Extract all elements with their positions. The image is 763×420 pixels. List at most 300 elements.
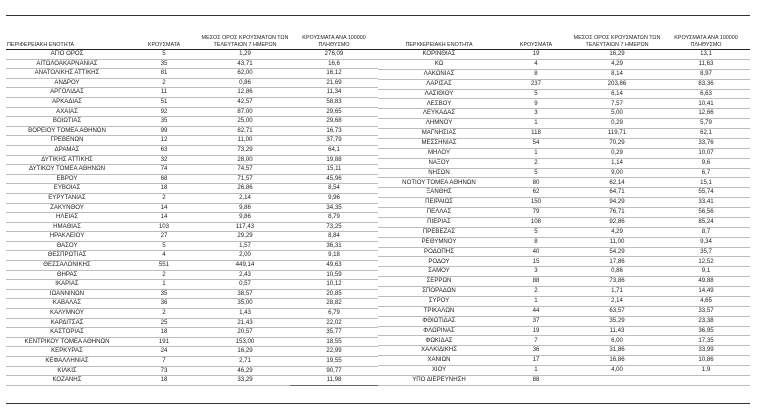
cases-cell: 54: [500, 138, 572, 148]
avg7-cell: 46,29: [200, 366, 290, 376]
table-row: [378, 316, 750, 326]
tables-container: [6, 22, 750, 386]
per100k-cell: 18,55: [290, 337, 378, 347]
avg7-cell: 2,00: [200, 251, 290, 261]
per100k-cell: 34,35: [290, 203, 378, 213]
cases-cell: 81: [128, 69, 200, 79]
per100k-cell: 6,79: [290, 309, 378, 319]
header-per100k: ΚΡΟΥΣΜΑΤΑ ΑΝΑ 100000 ΠΛΗΘΥΣΜΟ: [662, 22, 750, 50]
avg7-cell: 1,71: [572, 287, 662, 297]
cases-cell: 19: [500, 50, 572, 60]
per100k-cell: 9,18: [290, 251, 378, 261]
table-row: [6, 193, 378, 203]
cases-cell: 1: [500, 296, 572, 306]
cases-cell: 32: [128, 155, 200, 165]
region-cell: ΜΕΣΣΗΝΙΑΣ: [378, 138, 500, 148]
avg7-cell: 29,29: [200, 232, 290, 242]
table-row: [378, 99, 750, 109]
cases-cell: 36: [500, 346, 572, 356]
cases-cell: 2: [128, 270, 200, 280]
region-cell: ΚΕΡΚΥΡΑΣ: [6, 347, 128, 357]
avg7-cell: 74,57: [200, 165, 290, 175]
region-cell: ΔΡΑΜΑΣ: [6, 145, 128, 155]
table-row: [378, 119, 750, 129]
cases-cell: 88: [500, 277, 572, 287]
per100k-cell: 33,76: [662, 138, 750, 148]
per100k-cell: 22,99: [290, 347, 378, 357]
avg7-cell: 0,86: [572, 267, 662, 277]
region-cell: ΡΟΔΟΠΗΣ: [378, 247, 500, 257]
table-row: [6, 280, 378, 290]
avg7-cell: 26,86: [200, 184, 290, 194]
per100k-cell: 10,86: [662, 356, 750, 366]
cases-cell: 1: [500, 148, 572, 158]
per100k-cell: 1,9: [662, 366, 750, 376]
region-cell: ΚΑΛΥΜΝΟΥ: [6, 309, 128, 319]
region-cell: ΚΟΡΙΝΘΙΑΣ: [378, 50, 500, 60]
header-per100k: ΚΡΟΥΣΜΑΤΑ ΑΝΑ 100000 ΠΛΗΘΥΣΜΟ: [290, 22, 378, 50]
region-cell: ΠΡΕΒΕΖΑΣ: [378, 227, 500, 237]
per100k-cell: 5,79: [662, 119, 750, 129]
cases-cell: 18: [128, 328, 200, 338]
avg7-cell: [572, 375, 662, 385]
region-cell: ΚΕΦΑΛΛΗΝΙΑΣ: [6, 357, 128, 367]
per100k-cell: 6,7: [662, 168, 750, 178]
region-cell: ΣΥΡΟΥ: [378, 296, 500, 306]
per100k-cell: 12,52: [662, 257, 750, 267]
table-row: [378, 366, 750, 376]
region-cell: ΡΕΘΥΜΝΟΥ: [378, 237, 500, 247]
avg7-cell: 71,57: [200, 174, 290, 184]
avg7-cell: 0,57: [200, 280, 290, 290]
avg7-cell: 21,43: [200, 318, 290, 328]
per100k-cell: 8,84: [290, 232, 378, 242]
cases-cell: 5: [500, 89, 572, 99]
per100k-cell: 49,63: [290, 261, 378, 271]
table-row: [378, 296, 750, 306]
avg7-cell: 0,29: [572, 148, 662, 158]
region-cell: ΚΟΖΑΝΗΣ: [6, 376, 128, 386]
table-row: [6, 107, 378, 117]
cases-cell: 40: [500, 247, 572, 257]
avg7-cell: 25,00: [200, 117, 290, 127]
table-row: [378, 148, 750, 158]
region-cell: ΛΕΣΒΟΥ: [378, 99, 500, 109]
avg7-cell: 6,14: [572, 89, 662, 99]
header-region: ΠΕΡΙΦΕΡΕΙΑΚΗ ΕΝΟΤΗΤΑ: [378, 22, 500, 50]
cases-cell: 5: [128, 50, 200, 60]
per100k-cell: 55,74: [662, 188, 750, 198]
avg7-cell: 0,29: [572, 119, 662, 129]
cases-cell: 2: [128, 193, 200, 203]
table-row: [6, 136, 378, 146]
per100k-cell: 49,88: [662, 277, 750, 287]
per100k-cell: 45,96: [290, 174, 378, 184]
avg7-cell: 2,43: [200, 270, 290, 280]
table-row: [378, 217, 750, 227]
avg7-cell: 62,00: [200, 69, 290, 79]
table-row: [6, 366, 378, 376]
table-row: [378, 267, 750, 277]
cases-cell: 551: [128, 261, 200, 271]
per100k-cell: 33,41: [662, 198, 750, 208]
avg7-cell: 153,00: [200, 337, 290, 347]
table-row: [378, 178, 750, 188]
region-cell: ΜΑΓΝΗΣΙΑΣ: [378, 129, 500, 139]
region-cell: ΛΑΚΩΝΙΑΣ: [378, 69, 500, 79]
avg7-cell: 76,71: [572, 208, 662, 218]
per100k-cell: 9,6: [662, 158, 750, 168]
region-cell: ΘΕΣΠΡΩΤΙΑΣ: [6, 251, 128, 261]
per100k-cell: 58,83: [290, 97, 378, 107]
cases-cell: 79: [500, 208, 572, 218]
table-row: [378, 138, 750, 148]
table-row: [378, 356, 750, 366]
table-row: [378, 227, 750, 237]
region-cell: ΜΗΛΟΥ: [378, 148, 500, 158]
table-row: [378, 247, 750, 257]
region-cell: ΒΟΙΩΤΙΑΣ: [6, 117, 128, 127]
cases-cell: 99: [128, 126, 200, 136]
per100k-cell: 11,63: [662, 59, 750, 69]
cases-cell: 63: [128, 145, 200, 155]
avg7-cell: 82,71: [200, 126, 290, 136]
table-row: [6, 289, 378, 299]
per100k-cell: 16,6: [290, 59, 378, 69]
per100k-cell: 10,59: [290, 270, 378, 280]
table-row: [378, 237, 750, 247]
table-row: [6, 97, 378, 107]
avg7-cell: 73,86: [572, 277, 662, 287]
region-cell: ΚΕΝΤΡΙΚΟΥ ΤΟΜΕΑ ΑΘΗΝΩΝ: [6, 337, 128, 347]
cases-cell: 35: [128, 117, 200, 127]
cases-cell: 3: [500, 267, 572, 277]
avg7-cell: 5,00: [572, 109, 662, 119]
header-cases: ΚΡΟΥΣΜΑΤΑ: [500, 22, 572, 50]
avg7-cell: 42,57: [200, 97, 290, 107]
region-cell: ΘΗΡΑΣ: [6, 270, 128, 280]
cases-cell: 37: [500, 316, 572, 326]
per100k-cell: 8,97: [662, 69, 750, 79]
region-cell: ΦΘΙΩΤΙΔΑΣ: [378, 316, 500, 326]
per100k-cell: 36,95: [662, 326, 750, 336]
per100k-cell: 16,12: [290, 69, 378, 79]
table-row: [6, 69, 378, 79]
cases-cell: 68: [128, 174, 200, 184]
cases-cell: 18: [128, 376, 200, 386]
region-cell: ΑΝΔΡΟΥ: [6, 78, 128, 88]
cases-cell: 51: [128, 97, 200, 107]
avg7-cell: 31,86: [572, 346, 662, 356]
table-row: [6, 145, 378, 155]
per100k-cell: 36,31: [290, 241, 378, 251]
avg7-cell: 7,57: [572, 99, 662, 109]
region-cell: ΘΑΣΟΥ: [6, 241, 128, 251]
table-row: [378, 69, 750, 79]
cases-cell: 15: [500, 257, 572, 267]
avg7-cell: 1,14: [572, 158, 662, 168]
cases-cell: 4: [128, 251, 200, 261]
avg7-cell: 64,71: [572, 188, 662, 198]
left-header-row: [6, 22, 378, 50]
table-row: [6, 126, 378, 136]
cases-cell: 4: [500, 59, 572, 69]
avg7-cell: 62,14: [572, 178, 662, 188]
per100k-cell: 10,12: [290, 280, 378, 290]
cases-cell: 7: [500, 336, 572, 346]
table-row: [378, 188, 750, 198]
per100k-cell: 15,1: [662, 178, 750, 188]
per100k-cell: 10,07: [662, 148, 750, 158]
table-row: [378, 109, 750, 119]
region-cell: ΚΑΡΔΙΤΣΑΣ: [6, 318, 128, 328]
region-cell: ΑΓΙΟ ΟΡΟΣ: [6, 50, 128, 60]
table-row: [378, 336, 750, 346]
table-row: [6, 88, 378, 98]
table-row: [6, 376, 378, 386]
cases-cell: 2: [500, 287, 572, 297]
avg7-cell: 9,00: [572, 168, 662, 178]
cases-cell: 3: [500, 109, 572, 119]
per100k-cell: 17,35: [662, 336, 750, 346]
table-row: [6, 347, 378, 357]
cases-cell: 9: [500, 99, 572, 109]
region-cell: ΠΕΙΡΑΙΩΣ: [378, 198, 500, 208]
cases-cell: 35: [128, 289, 200, 299]
header-cases: ΚΡΟΥΣΜΑΤΑ: [128, 22, 200, 50]
cases-cell: 74: [128, 165, 200, 175]
avg7-cell: 43,71: [200, 59, 290, 69]
cases-cell: 191: [128, 337, 200, 347]
avg7-cell: 87,00: [200, 107, 290, 117]
table-row: [6, 357, 378, 367]
region-cell: ΕΥΒΟΙΑΣ: [6, 184, 128, 194]
right-table: [378, 22, 750, 386]
table-row: [6, 203, 378, 213]
avg7-cell: 20,57: [200, 328, 290, 338]
table-row: [6, 50, 378, 60]
region-cell: ΚΩ: [378, 59, 500, 69]
table-row: [6, 155, 378, 165]
cases-cell: 73: [128, 366, 200, 376]
region-cell: ΑΙΤΩΛΟΑΚΑΡΝΑΝΙΑΣ: [6, 59, 128, 69]
table-row: [378, 198, 750, 208]
table-row: [378, 129, 750, 139]
per100k-cell: 37,79: [290, 136, 378, 146]
region-cell: ΙΚΑΡΙΑΣ: [6, 280, 128, 290]
cases-cell: 7: [128, 357, 200, 367]
table-row: [378, 306, 750, 316]
avg7-cell: 35,29: [572, 316, 662, 326]
cases-cell: 44: [500, 306, 572, 316]
avg7-cell: 9,86: [200, 213, 290, 223]
region-cell: ΔΥΤΙΚΗΣ ΑΤΤΙΚΗΣ: [6, 155, 128, 165]
table-row: [6, 261, 378, 271]
per100k-cell: 28,82: [290, 299, 378, 309]
cases-cell: 2: [128, 309, 200, 319]
region-cell: ΤΡΙΚΑΛΩΝ: [378, 306, 500, 316]
cases-cell: 17: [500, 356, 572, 366]
per100k-cell: 4,65: [662, 296, 750, 306]
region-cell: ΝΑΞΟΥ: [378, 158, 500, 168]
table-row: [6, 241, 378, 251]
per100k-cell: 35,7: [662, 247, 750, 257]
region-cell: ΣΕΡΡΩΝ: [378, 277, 500, 287]
cases-cell: 8: [500, 69, 572, 79]
region-cell: ΓΡΕΒΕΝΩΝ: [6, 136, 128, 146]
avg7-cell: 38,57: [200, 289, 290, 299]
table-row: [6, 251, 378, 261]
avg7-cell: 35,00: [200, 299, 290, 309]
cases-cell: 1: [128, 280, 200, 290]
region-cell: ΥΠΟ ΔΙΕΡΕΥΝΗΣΗ: [378, 375, 500, 385]
per100k-cell: 20,85: [290, 289, 378, 299]
table-row: [6, 299, 378, 309]
region-cell: ΑΧΑΪΑΣ: [6, 107, 128, 117]
table-row: [378, 277, 750, 287]
avg7-cell: 1,57: [200, 241, 290, 251]
avg7-cell: 16,29: [572, 50, 662, 60]
table-row: [6, 117, 378, 127]
avg7-cell: 2,71: [200, 357, 290, 367]
bottom-rule: [6, 403, 750, 404]
region-cell: ΒΟΡΕΙΟΥ ΤΟΜΕΑ ΑΘΗΝΩΝ: [6, 126, 128, 136]
per100k-cell: 8,79: [290, 213, 378, 223]
cases-cell: 14: [128, 203, 200, 213]
per100k-cell: 62,1: [662, 129, 750, 139]
region-cell: ΛΑΣΙΘΙΟΥ: [378, 89, 500, 99]
per100k-cell: 9,34: [662, 237, 750, 247]
top-rule: [6, 15, 750, 16]
avg7-cell: 28,00: [200, 155, 290, 165]
avg7-cell: 1,29: [200, 50, 290, 60]
region-cell: ΦΛΩΡΙΝΑΣ: [378, 326, 500, 336]
right-header-row: [378, 22, 750, 50]
region-cell: ΔΥΤΙΚΟΥ ΤΟΜΕΑ ΑΘΗΝΩΝ: [6, 165, 128, 175]
table-row: [378, 326, 750, 336]
region-cell: ΦΩΚΙΔΑΣ: [378, 336, 500, 346]
per100k-cell: 9,96: [290, 193, 378, 203]
cases-cell: 62: [500, 188, 572, 198]
region-cell: ΧΑΛΚΙΔΙΚΗΣ: [378, 346, 500, 356]
per100k-cell: 19,55: [290, 357, 378, 367]
region-cell: ΑΡΓΟΛΙΔΑΣ: [6, 88, 128, 98]
cases-cell: 8: [500, 237, 572, 247]
cases-cell: 118: [500, 129, 572, 139]
per100k-cell: 33,57: [662, 306, 750, 316]
per100k-cell: 21,69: [290, 78, 378, 88]
region-cell: ΖΑΚΥΝΘΟΥ: [6, 203, 128, 213]
region-cell: ΛΑΡΙΣΑΣ: [378, 79, 500, 89]
cases-cell: 5: [500, 227, 572, 237]
avg7-cell: 0,86: [200, 78, 290, 88]
region-cell: ΡΟΔΟΥ: [378, 257, 500, 267]
table-row: [6, 222, 378, 232]
cases-cell: 14: [128, 213, 200, 223]
avg7-cell: 2,14: [572, 296, 662, 306]
per100k-cell: 14,49: [662, 287, 750, 297]
region-cell: ΠΙΕΡΙΑΣ: [378, 217, 500, 227]
cases-cell: 35: [128, 59, 200, 69]
table-row: [6, 213, 378, 223]
avg7-cell: 16,29: [200, 347, 290, 357]
cases-cell: 5: [128, 241, 200, 251]
cases-cell: 11: [128, 88, 200, 98]
region-cell: ΙΩΑΝΝΙΝΩΝ: [6, 289, 128, 299]
region-cell: ΚΑΣΤΟΡΙΑΣ: [6, 328, 128, 338]
table-row: [378, 79, 750, 89]
cases-cell: 80: [500, 178, 572, 188]
left-table-body: [6, 50, 378, 386]
table-row: [6, 78, 378, 88]
table-row: [6, 184, 378, 194]
cases-cell: 92: [128, 107, 200, 117]
per100k-cell: [662, 375, 750, 385]
table-row: [6, 59, 378, 69]
avg7-cell: 4,29: [572, 59, 662, 69]
table-row: [6, 337, 378, 347]
table-row: [6, 328, 378, 338]
per100k-cell: 29,68: [290, 117, 378, 127]
per100k-cell: 9,1: [662, 267, 750, 277]
avg7-cell: 16,86: [572, 356, 662, 366]
cases-cell: 150: [500, 198, 572, 208]
table-row: [6, 174, 378, 184]
region-cell: ΧΙΟΥ: [378, 366, 500, 376]
cases-cell: 237: [500, 79, 572, 89]
table-row: [378, 208, 750, 218]
avg7-cell: 92,86: [572, 217, 662, 227]
per100k-cell: 11,98: [290, 376, 378, 386]
header-avg7: ΜΕΣΟΣ ΟΡΟΣ ΚΡΟΥΣΜΑΤΩΝ ΤΩΝ ΤΕΛΕΥΤΑΙΩΝ 7 ΗΜΕΡΩΝ: [200, 22, 290, 50]
header-region: ΠΕΡΙΦΕΡΕΙΑΚΗ ΕΝΟΤΗΤΑ: [6, 22, 128, 50]
region-cell: ΝΟΤΙΟΥ ΤΟΜΕΑ ΑΘΗΝΩΝ: [378, 178, 500, 188]
header-avg7: ΜΕΣΟΣ ΟΡΟΣ ΚΡΟΥΣΜΑΤΩΝ ΤΩΝ ΤΕΛΕΥΤΑΙΩΝ 7 ΗΜΕΡΩΝ: [572, 22, 662, 50]
per100k-cell: 56,56: [662, 208, 750, 218]
table-row: [378, 89, 750, 99]
per100k-cell: 83,36: [662, 79, 750, 89]
per100k-cell: 13,1: [662, 50, 750, 60]
cases-cell: 88: [500, 375, 572, 385]
cases-cell: 1: [500, 366, 572, 376]
per100k-cell: 85,24: [662, 217, 750, 227]
region-cell: ΣΑΜΟΥ: [378, 267, 500, 277]
region-cell: ΑΡΚΑΔΙΑΣ: [6, 97, 128, 107]
table-row: [6, 232, 378, 242]
table-row: [6, 309, 378, 319]
region-cell: ΗΛΕΙΑΣ: [6, 213, 128, 223]
region-cell: ΚΙΛΚΙΣ: [6, 366, 128, 376]
per100k-cell: 64,1: [290, 145, 378, 155]
per100k-cell: 22,02: [290, 318, 378, 328]
avg7-cell: 8,14: [572, 69, 662, 79]
avg7-cell: 9,86: [200, 203, 290, 213]
left-table: [6, 22, 378, 386]
cases-cell: 5: [500, 168, 572, 178]
avg7-cell: 4,00: [572, 366, 662, 376]
region-cell: ΞΑΝΘΗΣ: [378, 188, 500, 198]
region-cell: ΚΑΒΑΛΑΣ: [6, 299, 128, 309]
per100k-cell: 10,41: [662, 99, 750, 109]
per100k-cell: 19,88: [290, 155, 378, 165]
avg7-cell: 12,86: [200, 88, 290, 98]
region-cell: ΛΕΥΚΑΔΑΣ: [378, 109, 500, 119]
table-row: [378, 287, 750, 297]
per100k-cell: 8,7: [662, 227, 750, 237]
region-cell: ΧΑΝΙΩΝ: [378, 356, 500, 366]
table-row: [378, 158, 750, 168]
per100k-cell: 90,77: [290, 366, 378, 376]
